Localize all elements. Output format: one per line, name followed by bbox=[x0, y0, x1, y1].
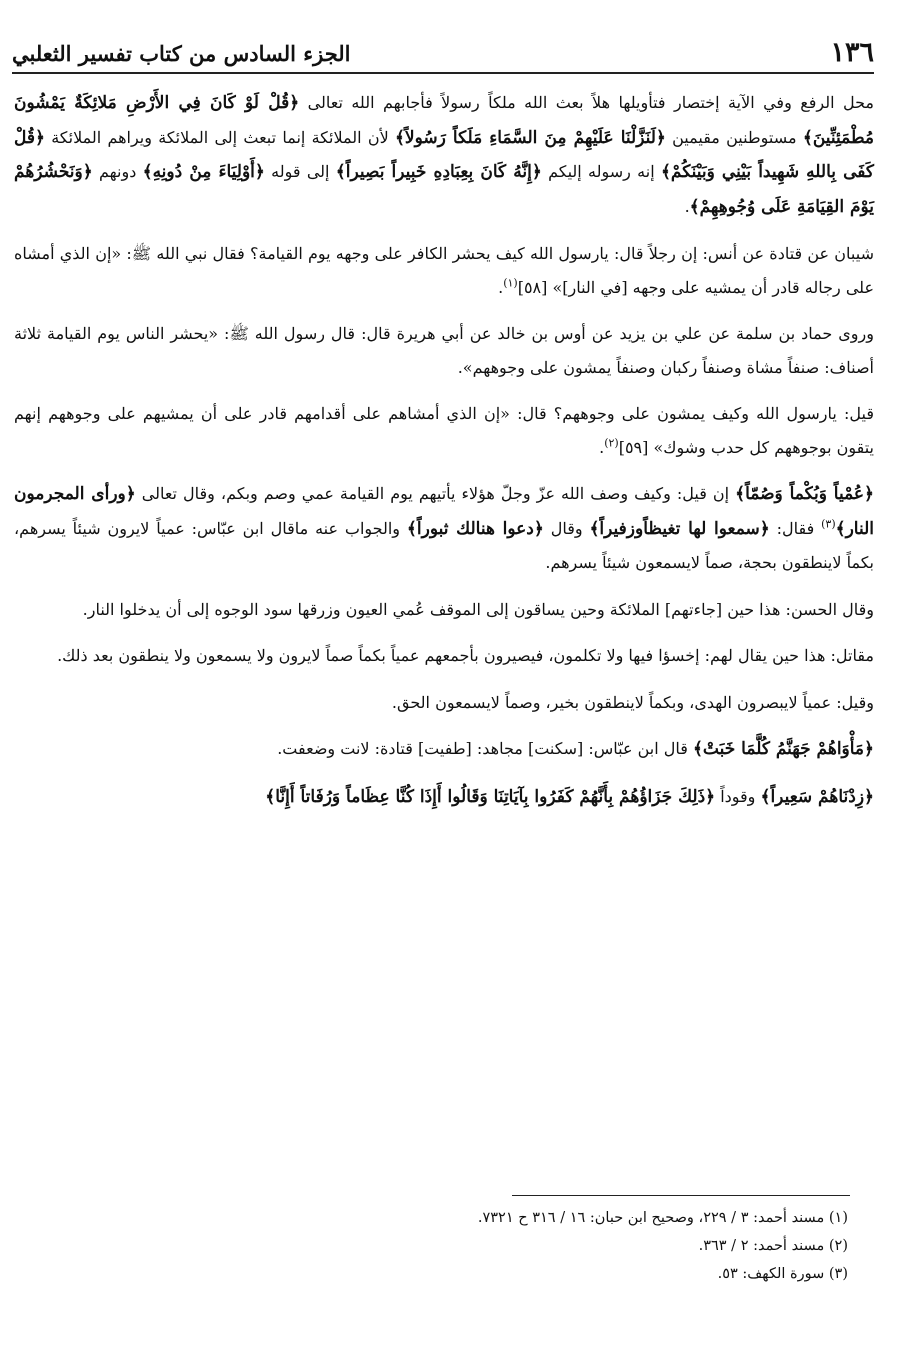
text-run: إنه رسوله إليكم bbox=[541, 162, 661, 181]
quran-verse: ﴿ورأى المجرمون النار﴾ bbox=[14, 484, 875, 539]
paragraph bbox=[14, 86, 874, 224]
paragraph bbox=[14, 639, 874, 673]
page-header bbox=[12, 30, 874, 82]
quran-verse: ﴿أَوْلِيَاءَ مِنْ دُونِهِ﴾ bbox=[142, 162, 265, 182]
text-run: . bbox=[599, 437, 605, 457]
text-run: وقيل: عمياً لايبصرون الهدى، وبكماً لاينطقون بخير، وصماً لايسمعون الحق. bbox=[391, 692, 874, 712]
text-run: مستوطنين مقيمين bbox=[665, 127, 803, 147]
text-run: لأن الملائكة إنما تبعث إلى الملائكة ويراهم الملائكة bbox=[44, 127, 395, 147]
text-run: إن قيل: وكيف وصف الله عزّ وجلّ هؤلاء يأتيهم يوم القيامة عمي وصم وبكم، وقال تعالى bbox=[135, 484, 736, 503]
paragraph bbox=[14, 477, 874, 580]
header-rule bbox=[12, 72, 874, 74]
quran-verse: ﴿ذَلِكَ جَزَاؤُهُمْ بِأَنَّهُمْ كَفَرُوا بِآيَاتِنَا وَقَالُوا أَإِذَا كُنَّا عِظَاماً وَرُفَاتاً أَإِنَّا﴾ bbox=[265, 786, 716, 807]
text-run: قال ابن عبّاس: [سكنت] مجاهد: [طفيت] قتادة: لانت وضعفت. bbox=[277, 739, 693, 758]
footnote: (٢) مسند أحمد: ٢ / ٣٦٣. bbox=[698, 1238, 848, 1254]
paragraph bbox=[14, 686, 874, 720]
text-run: فقال: bbox=[769, 518, 822, 538]
main-text bbox=[14, 86, 874, 827]
paragraph bbox=[14, 780, 874, 815]
text-run: والجواب عنه ماقال ابن عبّاس: عمياً لايرون شيئاً يسرهم، بكماً لاينطقون بحجة، صماً لايسمعون شيئاً يسرهم. bbox=[14, 518, 874, 572]
footnote-separator bbox=[512, 1195, 850, 1196]
text-run: . bbox=[684, 196, 690, 216]
paragraph bbox=[14, 397, 874, 464]
paragraph bbox=[14, 732, 874, 767]
quran-verse: ﴿دعوا هنالك ثبوراً﴾ bbox=[406, 518, 544, 539]
text-run: وروى حماد بن سلمة عن علي بن يزيد عن أوس بن خالد عن أبي هريرة قال: قال رسول الله ﷺ: «يحشر الناس يوم القيامة ثلاثة أصناف: صنفاً مشاة وصنفاً ركبان وصنفاً يمشون على وجوههم». bbox=[14, 324, 874, 377]
quran-verse: ﴿عُمْياً وَبُكْماً وَصُمّاً﴾ bbox=[735, 484, 875, 504]
paragraph bbox=[14, 317, 874, 384]
paragraph bbox=[14, 237, 874, 304]
text-run: دونهم bbox=[92, 162, 143, 181]
footnote: (١) مسند أحمد: ٣ / ٢٢٩، وصحيح ابن حبان: ١٦ / ٣١٦ ح ٧٣٢١. bbox=[477, 1210, 848, 1226]
text-run: . bbox=[498, 277, 504, 297]
text-run: وقال bbox=[543, 518, 590, 538]
text-run: شيبان عن قتادة عن أنس: إن رجلاً قال: يارسول الله كيف يحشر الكافر على وجهه يوم القيامة؟ فقال نبي الله ﷺ: «إن الذي أمشاه على رجاله قادر أن يمشيه على وجهه [في النار]» [٥٨] bbox=[14, 244, 874, 297]
quran-verse: ﴿وَنَحْشُرُهُمْ يَوْمَ القِيَامَةِ عَلَى وُجُوهِهِمْ﴾ bbox=[14, 162, 874, 217]
quran-verse: ﴿سمعوا لها تغيظاًوزفيراً﴾ bbox=[589, 518, 770, 539]
quran-verse: ﴿زِدْنَاهُمْ سَعِيراً﴾ bbox=[760, 786, 874, 807]
footnote: (٣) سورة الكهف: ٥٣. bbox=[717, 1266, 848, 1282]
quran-verse: ﴿قُلْ كَفَى بِاللهِ شَهِيداً بَيْنِي وَبَيْنَكُمْ﴾ bbox=[14, 127, 874, 182]
quran-verse: ﴿إِنَّهُ كَانَ بِعِبَادِهِ خَبِيراً بَصِيراً﴾ bbox=[335, 162, 542, 182]
quran-verse: ﴿قُلْ لَوْ كَانَ فِي الأَرْضِ مَلائِكَةٌ يَمْشُونَ مُطْمَئِنِّينَ﴾ bbox=[14, 93, 875, 148]
running-title: الجزء السادس من كتاب تفسير الثعلبي bbox=[12, 41, 351, 66]
paragraph bbox=[14, 593, 874, 627]
text-run: مقاتل: هذا حين يقال لهم: إخسؤا فيها ولا تكلمون، فيصيرون بأجمعهم عمياً بكماً صماً لايرون ولا يسمعون ولا ينطقون بعد ذلك. bbox=[57, 646, 874, 665]
footnotes bbox=[30, 1204, 848, 1288]
footnote-ref: (٢) bbox=[604, 436, 619, 450]
text-run: محل الرفع وفي الآية إختصار فتأويلها هلاً بعث الله ملكاً رسولاً فأجابهم الله تعالى bbox=[299, 93, 874, 112]
text-run: وقوداً bbox=[715, 786, 761, 806]
quran-verse: ﴿لَنَزَّلْنَا عَلَيْهِمْ مِنَ السَّمَاءِ مَلَكاً رَسُولاً﴾ bbox=[394, 127, 666, 148]
quran-verse: ﴿مَأْوَاهُمْ جَهَنَّمُ كُلَّمَا خَبَتْ﴾ bbox=[692, 739, 874, 759]
footnote-ref: (١) bbox=[503, 276, 518, 290]
text-run: قيل: يارسول الله وكيف يمشون على وجوههم؟ قال: «إن الذي أمشاهم على أقدامهم قادر على أن يمشيهم على وجوههم إنهم يتقون بوجوههم كل حدب وشوك» [٥٩] bbox=[14, 404, 874, 457]
footnote-ref: (٣) bbox=[821, 517, 836, 531]
text-run: إلى قوله bbox=[264, 162, 336, 181]
text-run: وقال الحسن: هذا حين [جاءتهم] الملائكة وحين يساقون إلى الموقف عُمي العيون وزرقها سود الوجوه إلى أن يدخلوا النار. bbox=[82, 599, 874, 619]
page-number: ١٣٦ bbox=[830, 37, 874, 68]
